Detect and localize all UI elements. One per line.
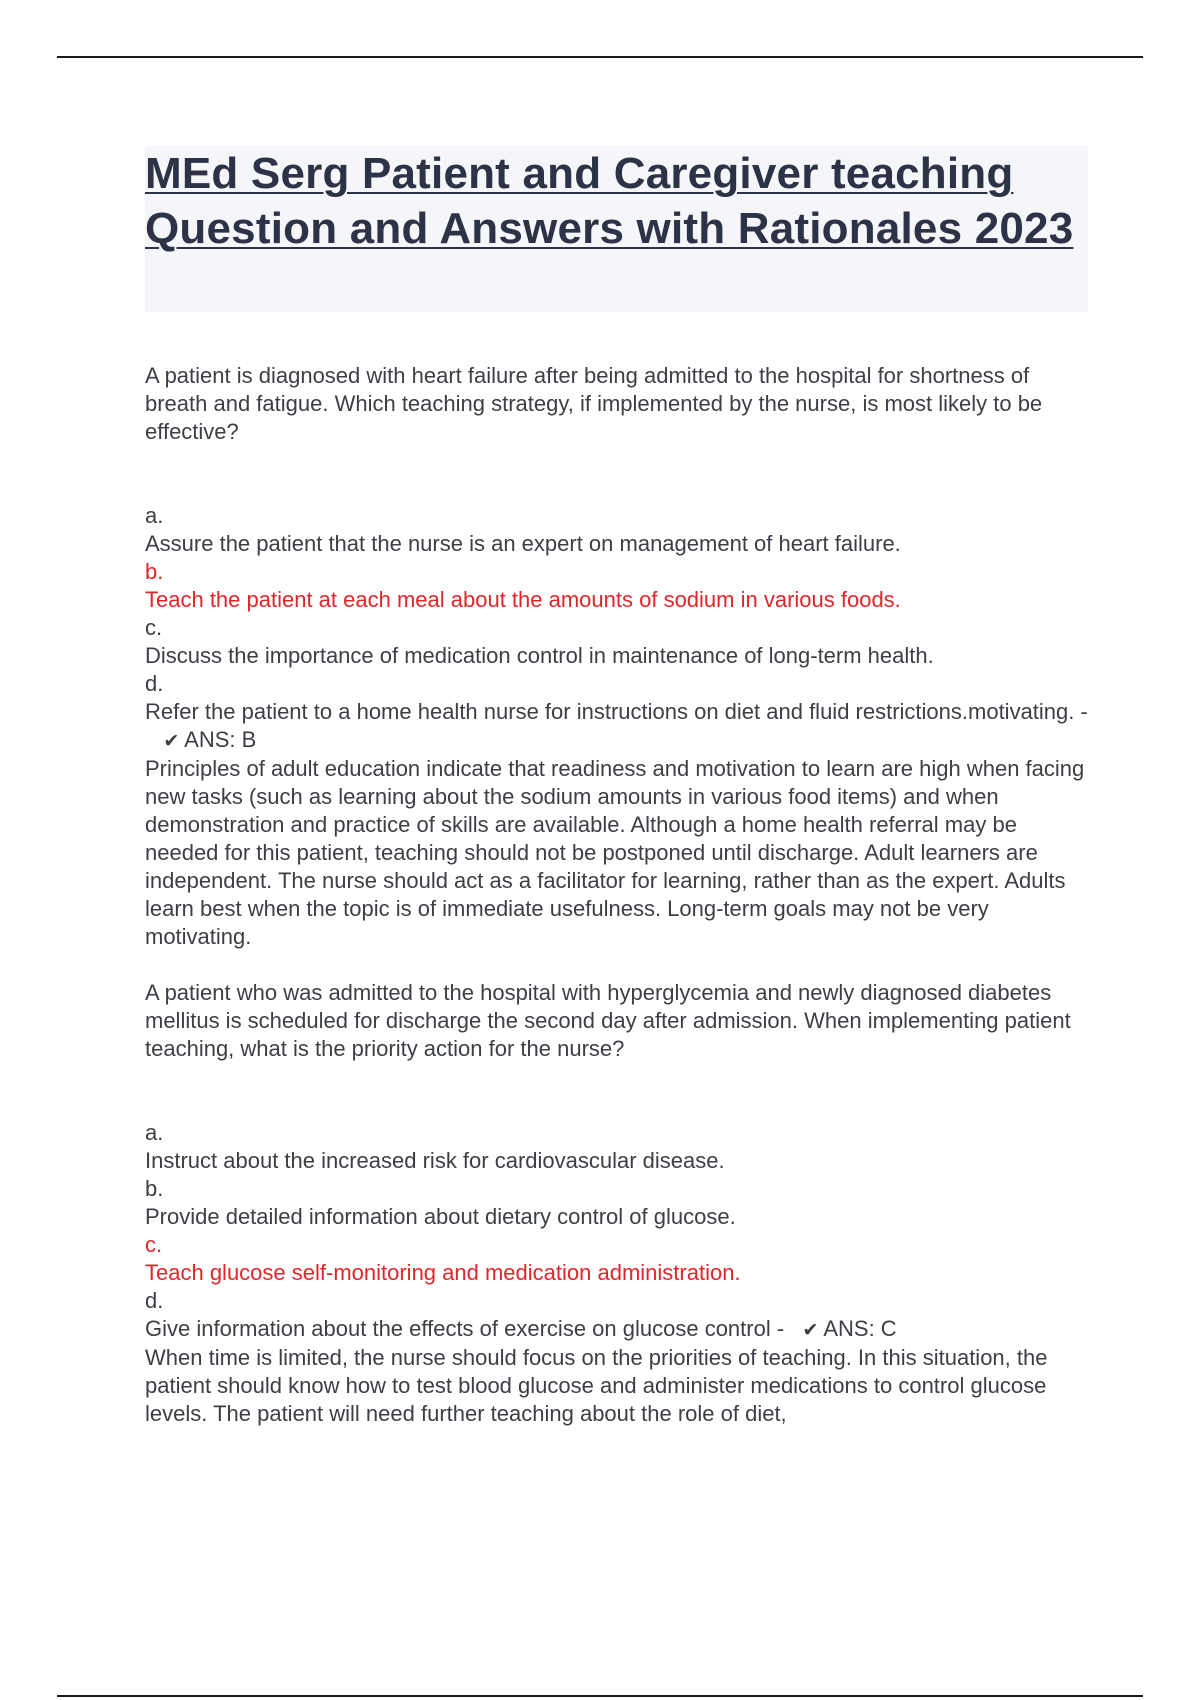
choice-letter-c-correct: c. [145, 1232, 163, 1257]
checkmark-icon: ✔ [163, 730, 180, 752]
rationale-text: When time is limited, the nurse should focus on the priorities of teaching. In this situation, the patient should know how to test blood glucose and administer medications to control glucose levels. The patient will need further teaching about the role of diet, [145, 1345, 1048, 1426]
bottom-rule [57, 1695, 1143, 1697]
choice-text-d [145, 698, 1090, 755]
top-rule [57, 56, 1143, 58]
choice-letter-d: d. [145, 671, 164, 696]
answer-key: ANS: C [823, 1316, 897, 1341]
question-text: A patient is diagnosed with heart failure after being admitted to the hospital for shortness of breath and fatigue. Which teaching strategy, if implemented by the nurse, is most likely to be effective? [145, 363, 1043, 444]
answer-key: ANS: B [184, 727, 257, 752]
choice-text-d [145, 1315, 1090, 1344]
question-block-2 [145, 979, 1090, 1428]
choice-letter-a: a. [145, 503, 164, 528]
choice-list [145, 1119, 1090, 1344]
rationale-text: Principles of adult education indicate that readiness and motivation to learn are high when facing new tasks (such as learning about the sodium amounts in various food items) and when demonstration and practice of skills are available. Although a home health referral may be needed for this patient, teaching should not be postponed until discharge. Adult learners are independent. The nurse should act as a facilitator for learning, rather than as the expert. Adults learn best when the topic is of immediate usefulness. Long-term goals may not be very motivating. [145, 756, 1085, 949]
choice-letter-b: b. [145, 1176, 164, 1201]
choice-text-c: Discuss the importance of medication control in maintenance of long-term health. [145, 643, 934, 668]
choice-text-b-correct: Teach the patient at each meal about the amounts of sodium in various foods. [145, 587, 901, 612]
question-text: A patient who was admitted to the hospital with hyperglycemia and newly diagnosed diabetes mellitus is scheduled for discharge the second day after admission. When implementing patient teaching, what is the priority action for the nurse? [145, 980, 1071, 1061]
choice-letter-c: c. [145, 615, 163, 640]
choice-letter-b-correct: b. [145, 559, 164, 584]
choice-text-a: Assure the patient that the nurse is an expert on management of heart failure. [145, 531, 901, 556]
choice-text-b: Provide detailed information about dietary control of glucose. [145, 1204, 736, 1229]
choice-text-d-content: Refer the patient to a home health nurse for instructions on diet and fluid restrictions.motivating. - [145, 699, 1088, 724]
choice-text-d-content: Give information about the effects of exercise on glucose control - [145, 1316, 785, 1341]
choice-text-c-correct: Teach glucose self-monitoring and medication administration. [145, 1260, 741, 1285]
question-block-1 [145, 362, 1090, 951]
choice-text-a: Instruct about the increased risk for cardiovascular disease. [145, 1148, 725, 1173]
title-block [145, 146, 1088, 312]
checkmark-icon: ✔ [802, 1319, 819, 1341]
document-body [145, 362, 1090, 1428]
choice-letter-a: a. [145, 1120, 164, 1145]
choice-list [145, 502, 1090, 755]
choice-letter-d: d. [145, 1288, 164, 1313]
document-title: MEd Serg Patient and Caregiver teaching Question and Answers with Rationales 2023 [145, 149, 1074, 253]
